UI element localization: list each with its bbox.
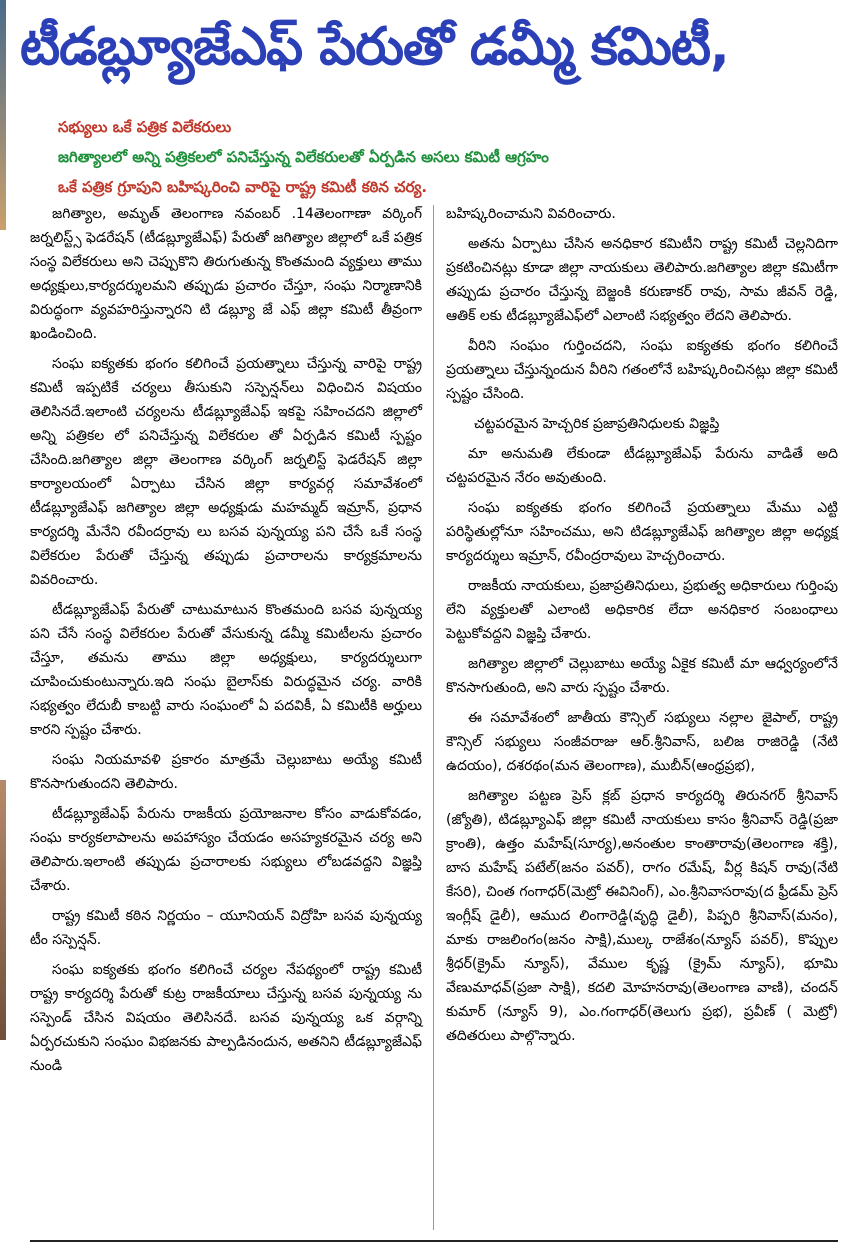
- body-paragraph: మా అనుమతి లేకుండా టీడబ్ల్యూజేఎఫ్ పేరును వాడితే అది చట్టపరమైన నేరం అవుతుంది.: [446, 446, 838, 486]
- cropped-photo-edge: [0, 0, 6, 230]
- body-paragraph: రాజకీయ నాయకులు, ప్రజాప్రతినిధులు, ప్రభుత్వ అధికారులు గుర్తింపు లేని వ్యక్తులతో ఎలాంటి అధికారిక లేదా అనధికార సంబంధాలు పెట్టుకోవద్దని విజ్ఞప్తి చేశారు.: [446, 578, 838, 642]
- body-paragraph: వీరిని సంఘం గుర్తించదని, సంఘ ఐక్యతకు భంగం కలిగించే ప్రయత్నాలు చేస్తున్నందున వీరిని గతంలోనే బహిష్కరించినట్లు జిల్లా కమిటీ స్పష్టం చేసింది.: [446, 338, 838, 402]
- article-body-right-column: [446, 202, 838, 1054]
- subhead-line: ఒకే పత్రిక గ్రూపుని బహిష్కరించి వారిపై రాష్ట్ర కమిటీ కఠిన చర్య.: [58, 178, 428, 196]
- cropped-photo-edge: [0, 780, 6, 1040]
- body-paragraph: సంఘ నియమావళి ప్రకారం మాత్రమే చెల్లుబాటు అయ్యే కమిటీ కొనసాగుతుందని తెలిపారు.: [30, 752, 422, 792]
- article-headline: టీడబ్ల్యూజేఎఫ్ పేరుతో డమ్మీ కమిటీ,: [20, 17, 729, 77]
- article-body-left-column: [30, 202, 422, 1084]
- body-paragraph: సంఘ ఐక్యతకు భంగం కలిగించే ప్రయత్నాలు చేస్తున్న వారిపై రాష్ట్ర కమిటీ ఇప్పటికే చర్యలు తీసుకుని సస్పెన్షన్‌లు విధించిన విషయం తెలిసినదే.ఇలాంటి చర్యలను టీడబ్ల్యూజేఎఫ్ ఇకపై సహించదని జిల్లాలో అన్ని పత్రికల లో పనిచేస్తున్న విలేకరుల తో ఏర్పడిన కమిటీ స్పష్టం చేసింది.జగిత్యాల జిల్లా తెలంగాణ వర్కింగ్ జర్నలిస్ట్ ఫెడరేషన్ జిల్లా కార్యాలయంలో ఏర్పాటు చేసిన జిల్లా కార్యవర్గ సమావేశంలో టీడబ్ల్యూజేఎఫ్ జగిత్యాల జిల్లా అధ్యక్షుడు మహమ్మద్ ఇమ్రాన్, ప్రధాన కార్యదర్శి మేనేని రవీందర్రావు లు బసవ పున్నయ్య పని చేసే ఒకే సంస్థ విలేకరుల పేరుతో చేస్తున్న తప్పుడు ప్రచారాలను కార్యక్రమాలను వివరించారు.: [30, 356, 422, 588]
- body-paragraph: జగిత్యాల జిల్లాలో చెల్లుబాటు అయ్యే ఏకైక కమిటీ మా ఆధ్వర్యంలోనే కొనసాగుతుంది, అని వారు స్పష్టం చేశారు.: [446, 656, 838, 696]
- body-paragraph: జగిత్యాల, అమృత్ తెలంగాణ నవంబర్ .14తెలంగాణా వర్కింగ్ జర్నలిస్ట్స్ ఫెడరేషన్ (టీడబ్ల్యూజేఎఫ్) పేరుతో జగిత్యాల జిల్లాలో ఒకే పత్రిక సంస్థ విలేకరులు అని చెప్పుకొని తిరుగుతున్న కొంతమంది వ్యక్తులు తాము అధ్యక్షులు,కార్యదర్శులమని తప్పుడు ప్రచారం చేస్తూ, సంఘ నిర్మాణానికి విరుద్ధంగా వ్యవహరిస్తున్నారని టి డబ్ల్యూ జే ఎఫ్ జిల్లా కమిటీ తీవ్రంగా ఖండించింది.: [30, 206, 422, 342]
- body-paragraph: టీడబ్ల్యూజేఎఫ్ పేరును రాజకీయ ప్రయోజనాల కోసం వాడుకోవడం, సంఘ కార్యకలాపాలను అపహాస్యం చేయడం అసహ్యకరమైన చర్య అని తెలిపారు.ఇలాంటి తప్పుడు ప్రచారాలకు సభ్యులు లోబడవద్దని విజ్ఞప్తి చేశారు.: [30, 806, 422, 894]
- section-subheading: చట్టపరమైన హెచ్చరిక ప్రజాప్రతినిధులకు విజ్ఞప్తి: [474, 416, 720, 432]
- subhead-line: జగిత్యాలలో అన్ని పత్రికలలో పనిచేస్తున్న విలేకరులతో ఏర్పడిన అసలు కమిటీ ఆగ్రహం: [58, 148, 549, 166]
- article-subheads: [58, 112, 838, 202]
- body-paragraph: జగిత్యాల పట్టణ ప్రెస్ క్లబ్ ప్రధాన కార్యదర్శి తిరునగర్ శ్రీనివాస్ (జ్యోతి), టిడబ్ల్యూఎఫ్ జిల్లా కమిటీ నాయకులు కాసం శ్రీనివాస్ రెడ్డి(ప్రజా క్రాంతి), ఉత్తం మహేష్(సూర్య),అనంతుల కాంతారావు(తెలంగాణ శక్తి), బాస మహేష్ పటేల్(జనం పవర్), రాగం రమేష్, వీర్ల కిషన్ రావు(నేటి కేసరి), చింత గంగాధర్(మెట్రో ఈవినింగ్), ఎం.శ్రీనివాసరావు(ద ఫ్రీడమ్ ప్రెస్ ఇంగ్లీష్ డైలీ), ఆముద లింగారెడ్డి(వృద్ధి డైలీ), పిప్పరి శ్రీనివాస్(మనం), మాకు రాజలింగం(జనం సాక్షి),ముల్క రాజేశం(న్యూస్ పవర్), కొప్పుల శ్రీధర్(క్రైమ్ న్యూస్), వేముల కృష్ణ (క్రైమ్ న్యూస్), భూమి వేణుమాధవ్(ప్రజా సాక్షి), కదలి మోహనరావు(తెలంగాణ వాణి), చందన్ కుమార్ (న్యూస్ 9), ఎం.గంగాధర్(తెలుగు ప్రభ), ప్రవీణ్ ( మెట్రో) తదితరులు పాల్గొన్నారు.: [446, 788, 838, 1044]
- body-paragraph: సంఘ ఐక్యతకు భంగం కలిగించే చర్యల నేపథ్యంలో రాష్ట్ర కమిటీ రాష్ట్ర కార్యదర్శి పేరుతో కుట్ర రాజకీయాలు చేస్తున్న బసవ పున్నయ్య ను సస్పెండ్ చేసిన విషయం తెలిసినదే. బసవ పున్నయ్య ఒక వర్గాన్ని ఏర్పరచుకుని సంఘం విభజనకు పాల్పడినందున, అతనిని టీడబ్ల్యూజేఎఫ్ నుండి: [30, 962, 422, 1074]
- column-divider: [433, 205, 434, 1230]
- body-paragraph: సంఘ ఐక్యతకు భంగం కలిగించే ప్రయత్నాలు మేము ఎట్టి పరిస్థితుల్లోనూ సహించము, అని టిడబ్ల్యూజేఎఫ్ జగిత్యాల జిల్లా అధ్యక్ష కార్యదర్శులు ఇమ్రాన్, రవీంద్రరావులు హెచ్చరించారు.: [446, 500, 838, 564]
- body-paragraph: బహిష్కరించామని వివరించారు.: [446, 206, 616, 222]
- subhead-line: సభ్యులు ఒకే పత్రిక విలేకరులు: [58, 118, 232, 136]
- body-paragraph: టీడబ్ల్యూజేఎఫ్ పేరుతో చాటుమాటున కొంతమంది బసవ పున్నయ్య పని చేసే సంస్థ విలేకరుల పేరుతో వేసుకున్న డమ్మీ కమిటీలను ప్రచారం చేస్తూ, తమను తాము జిల్లా అధ్యక్షులు, కార్యదర్శులుగా చూపించుకుంటున్నారు.ఇది సంఘ బైలాస్‌కు విరుద్ధమైన చర్య. వారికి సభ్యత్వం లేదుబీ కాబట్టి వారు సంఘంలో ఏ పదవికీ, ఏ కమిటీకి అర్హులు కారని స్పష్టం చేశారు.: [30, 602, 422, 738]
- body-paragraph: ఈ సమావేశంలో జాతీయ కౌన్సిల్ సభ్యులు నల్లాల జైపాల్, రాష్ట్ర కౌన్సిల్ సభ్యులు సంజీవరాజు ఆర్.శ్రీనివాస్, బలిజ రాజిరెడ్డి (నేటి ఉదయం), దశరథం(మన తెలంగాణ), ముబీన్(ఆంధ్రప్రభ),: [446, 710, 838, 774]
- bottom-rule: [30, 1240, 838, 1242]
- body-paragraph: రాష్ట్ర కమిటీ కఠిన నిర్ణయం – యూనియన్ విద్రోహి బసవ పున్నయ్య టీం సస్పెన్షన్.: [30, 908, 422, 948]
- body-paragraph: అతను ఏర్పాటు చేసిన అనధికార కమిటీని రాష్ట్ర కమిటీ చెల్లనిదిగా ప్రకటించినట్లు కూడా జిల్లా నాయకులు తెలిపారు.జగిత్యాల జిల్లా కమిటీగా తప్పుడు ప్రచారం చేస్తున్న బెజ్జంకి కరుణాకర్ రావు, సామ జీవన్ రెడ్డి, ఆతిక్ లకు టీడబ్ల్యూజేఎఫ్‌లో ఎలాంటి సభ్యత్వం లేదని తెలిపారు.: [446, 236, 838, 324]
